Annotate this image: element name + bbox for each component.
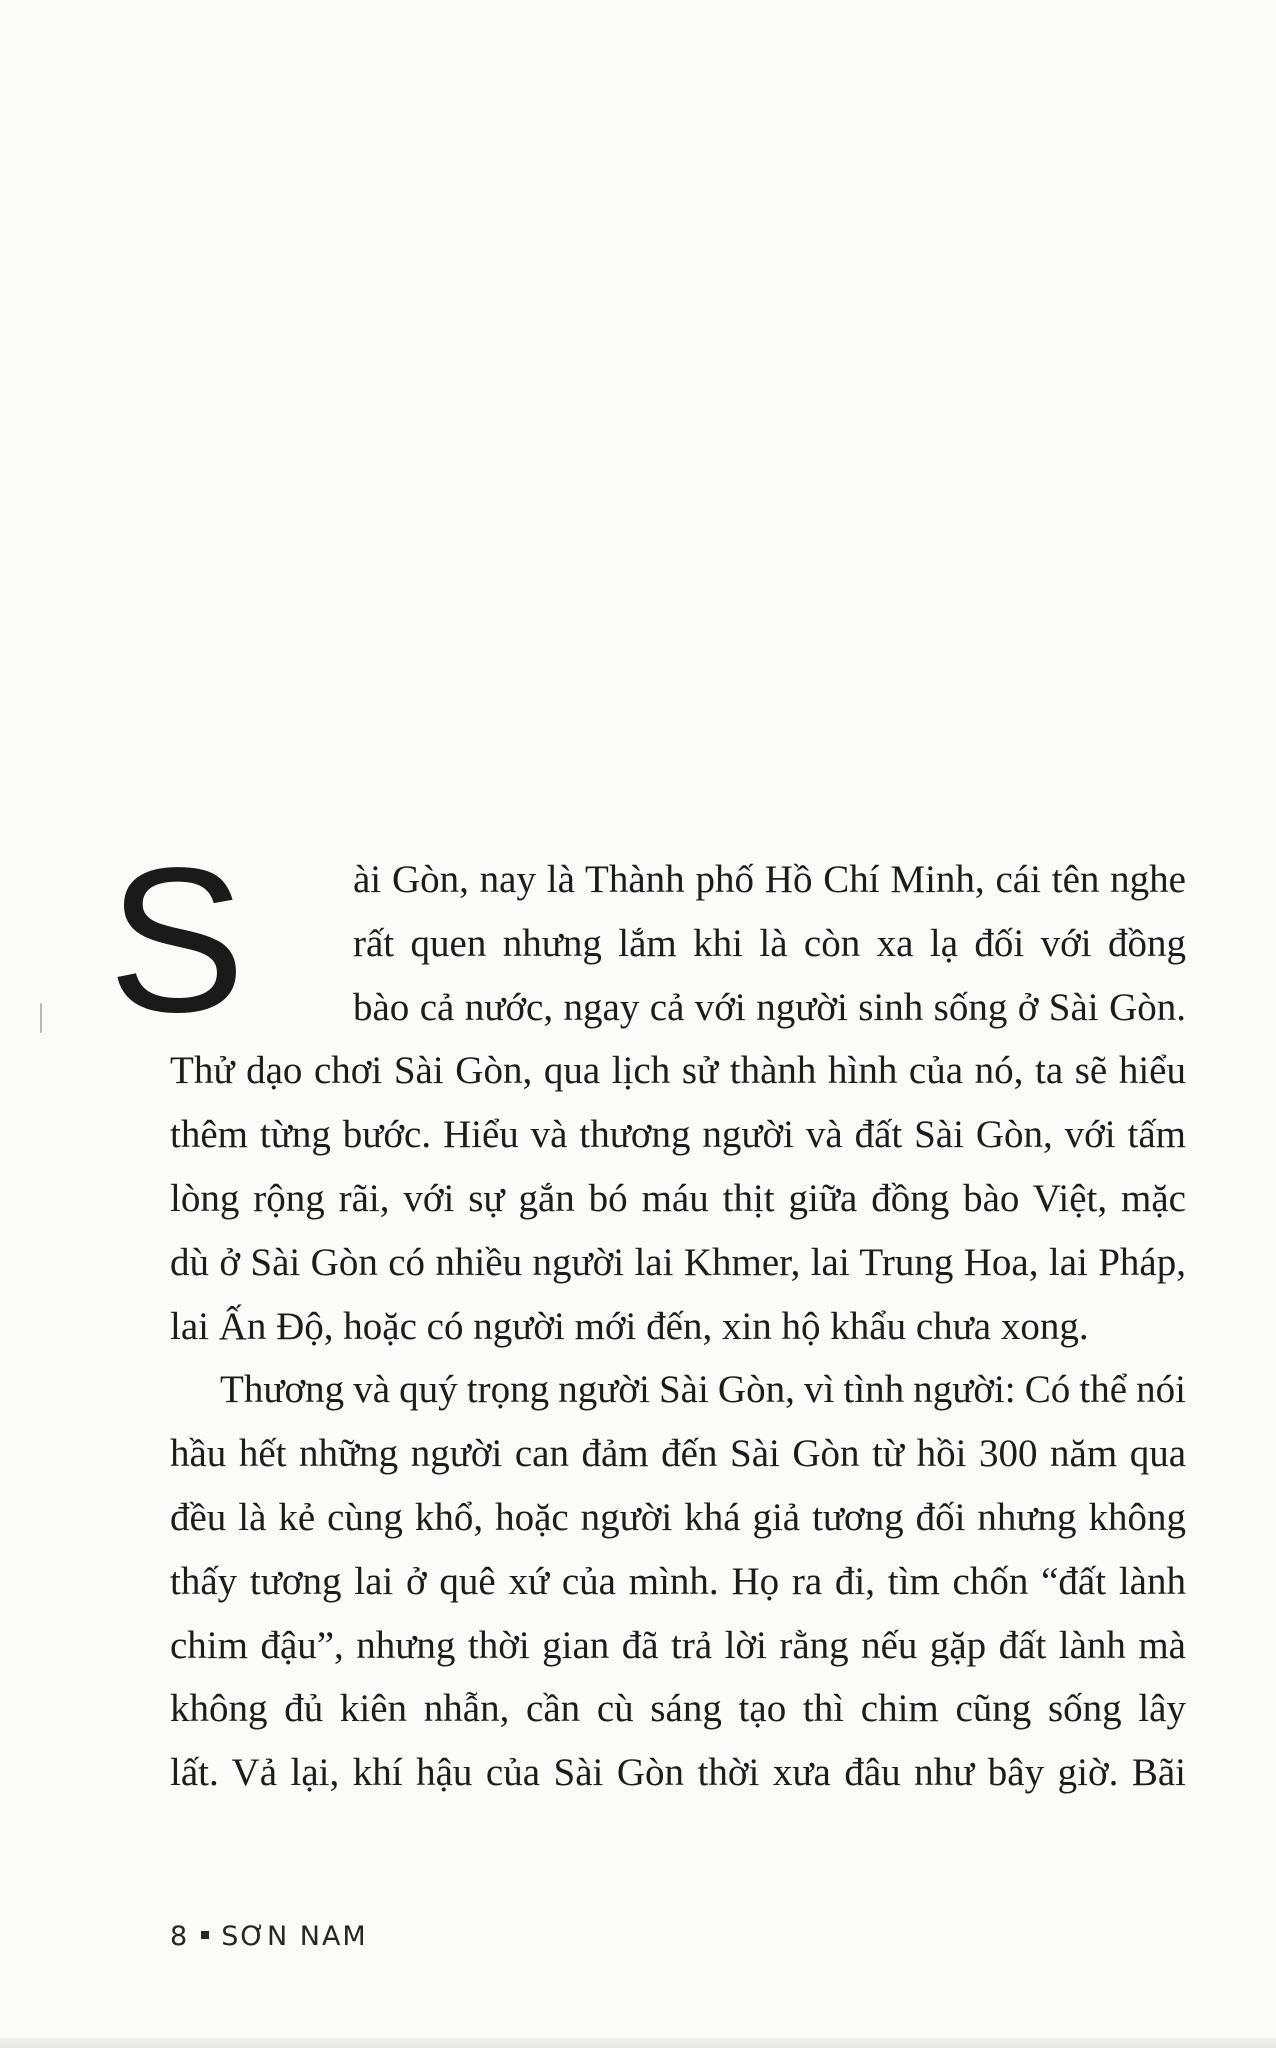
text-line: đều là kẻ cùng khổ, hoặc người khá giả tương đối nhưng không <box>170 1495 1186 1539</box>
paragraph-2 <box>170 1358 1186 1805</box>
text-line: lai Ấn Độ, hoặc có người mới đến, xin hộ khẩu chưa xong. <box>170 1304 1089 1348</box>
text-line: bào cả nước, ngay cả với người sinh sống ở Sài Gòn. <box>353 985 1186 1029</box>
text-line: hầu hết những người can đảm đến Sài Gòn từ hồi 300 năm qua <box>170 1432 1186 1476</box>
text-line: không đủ kiên nhẫn, cần cù sáng tạo thì chim cũng sống lây <box>170 1687 1186 1731</box>
text-line: thêm từng bước. Hiểu và thương người và đất Sài Gòn, với tấm <box>170 1113 1186 1157</box>
text-line: lất. Vả lại, khí hậu của Sài Gòn thời xưa đâu như bây giờ. Bãi <box>170 1751 1186 1795</box>
body-text <box>170 848 1186 1805</box>
text-line: lòng rộng rãi, với sự gắn bó máu thịt giữa đồng bào Việt, mặc <box>170 1176 1186 1220</box>
text-line: thấy tương lai ở quê xứ của mình. Họ ra đi, tìm chốn “đất lành <box>170 1559 1186 1603</box>
page-number: 8 <box>170 1921 190 1952</box>
page-footer <box>170 1921 368 1952</box>
scan-mark <box>40 1003 42 1033</box>
text-line: ài Gòn, nay là Thành phố Hồ Chí Minh, cái tên nghe <box>353 858 1186 901</box>
text-line: rất quen nhưng lắm khi là còn xa lạ đối với đồng <box>353 921 1186 965</box>
author-name: SƠN NAM <box>221 1921 368 1952</box>
page-edge <box>0 2038 1276 2048</box>
drop-cap-letter: S <box>108 825 246 1055</box>
text-line: dù ở Sài Gòn có nhiều người lai Khmer, lai Trung Hoa, lai Pháp, <box>170 1240 1186 1284</box>
text-line: Thương và quý trọng người Sài Gòn, vì tình người: Có thể nói <box>220 1368 1186 1412</box>
text-line: chim đậu”, nhưng thời gian đã trả lời rằng nếu gặp đất lành mà <box>170 1623 1186 1667</box>
paragraph-1 <box>170 848 1186 1358</box>
separator-square-icon <box>201 1931 209 1939</box>
text-line: Thử dạo chơi Sài Gòn, qua lịch sử thành hình của nó, ta sẽ hiểu <box>170 1049 1186 1093</box>
